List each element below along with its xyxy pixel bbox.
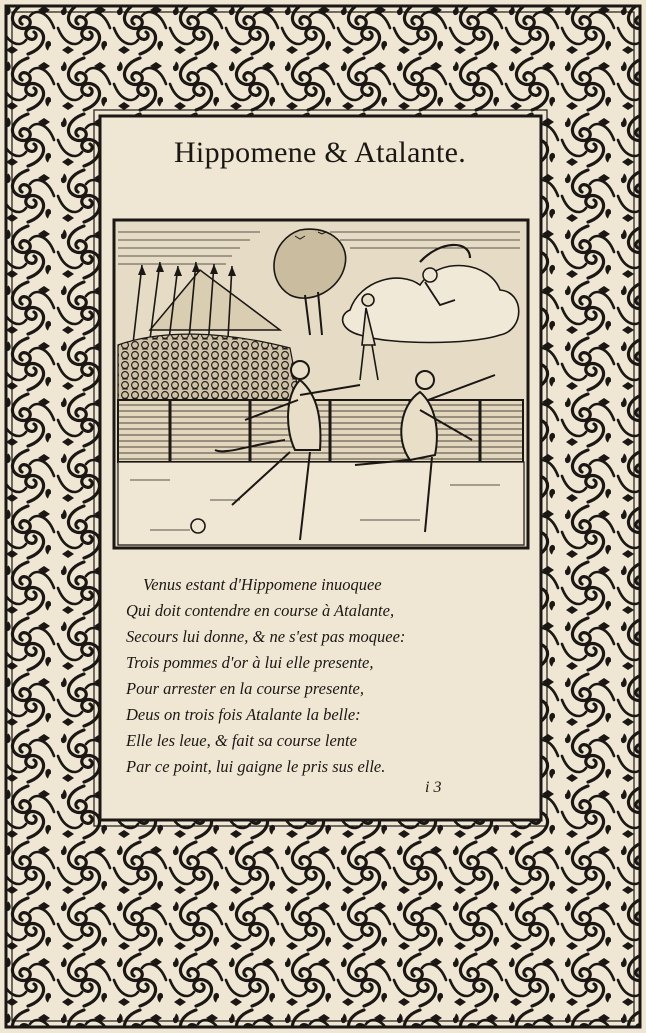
- poem-stanza: [126, 572, 486, 780]
- page-title: Hippomene & Atalante.: [173, 136, 467, 169]
- poem-line: Trois pommes d'or à lui elle presente,: [126, 653, 374, 672]
- poem-line: Deus on trois fois Atalante la belle:: [126, 705, 361, 724]
- poem-line: Elle les leue, & fait sa course lente: [126, 731, 357, 750]
- woodcut-illustration: [114, 220, 528, 548]
- poem-line: Venus estant d'Hippomene inuoquee: [143, 575, 382, 594]
- poem-line: Secours lui donne, & ne s'est pas moquee:: [126, 627, 406, 646]
- poem-line: Qui doit contendre en course à Atalante,: [126, 601, 395, 620]
- poem-line: Pour arrester en la course presente,: [126, 679, 364, 698]
- page-signature: i 3: [425, 779, 442, 796]
- poem-line: Par ce point, lui gaigne le pris sus elle.: [126, 757, 386, 776]
